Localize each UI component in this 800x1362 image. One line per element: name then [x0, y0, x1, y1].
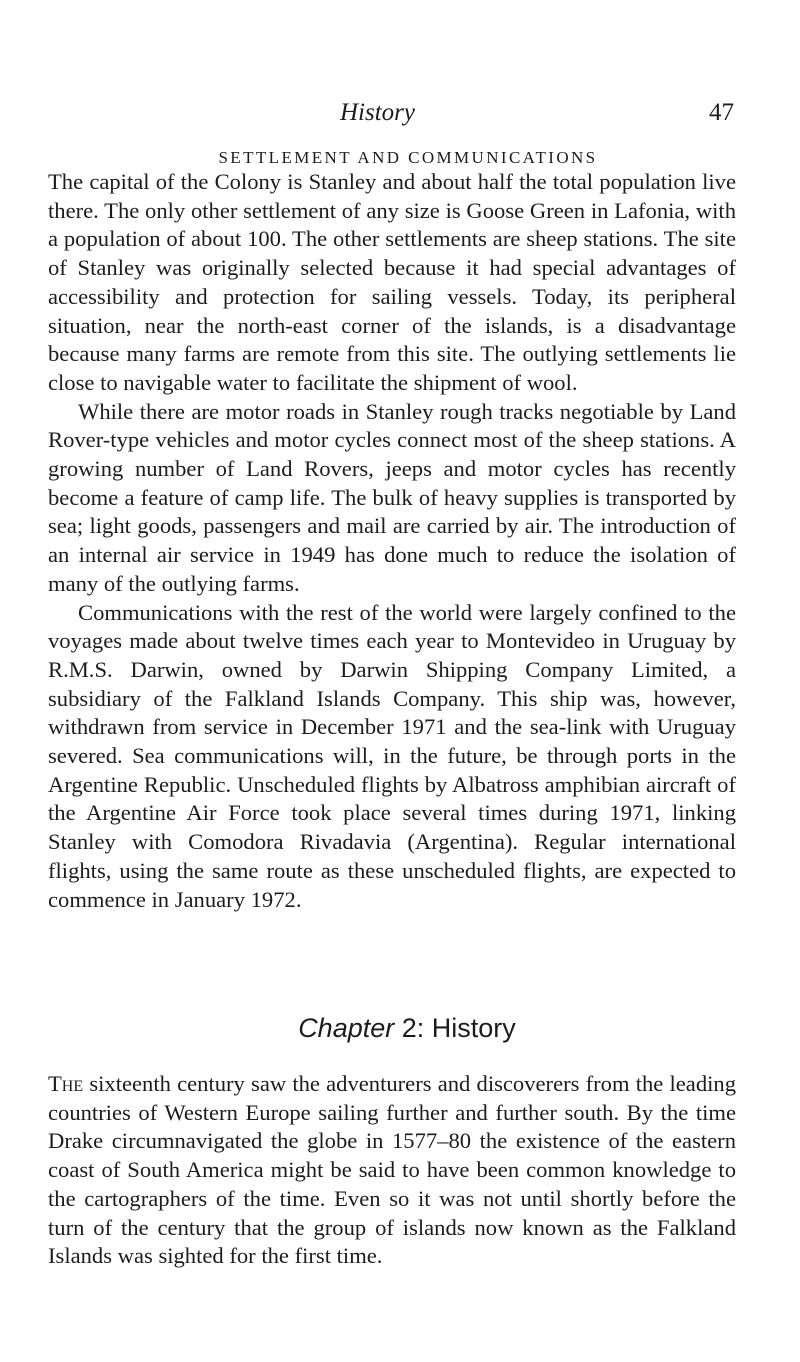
chapter-body: [48, 1070, 736, 1271]
paragraph: The capital of the Colony is Stanley and about half the total population live there. The only other settlement of any size is Goose Green in Lafonia, with a population of about 100. The other settlements are sheep stations. The site of Stanley was originally selected because it had special advantages of accessibility and protection for sailing vessels. Today, its peripheral situation, near the north-east corner of the islands, is a disadvantage because many farms are remote from this site. The outlying settlements lie close to navigable water to facilitate the shipment of wool.: [48, 169, 736, 395]
chapter-heading: [0, 1010, 800, 1046]
running-title: History: [340, 99, 415, 126]
section-heading: SETTLEMENT AND COMMUNICATIONS: [218, 148, 598, 167]
chapter-title: 2: History: [401, 1013, 516, 1043]
chapter-label: Chapter: [298, 1013, 395, 1043]
chapter-opening-paragraph: [48, 1070, 736, 1271]
page-number: 47: [709, 99, 734, 126]
section-body: [48, 168, 736, 914]
lead-word: The: [48, 1071, 84, 1096]
chapter-opening-text: sixteenth century saw the adventurers and discoverers from the leading countries of Western Europe sailing further and further south. By the time Drake circumnavigated the globe in 1577–80 the existence of the eastern coast of South America might be said to have been common knowledge to the cartographers of the time. Even so it was not until shortly before the turn of the century that the group of islands now known as the Falkland Islands was sighted for the first time.: [48, 1071, 736, 1269]
paragraph: While there are motor roads in Stanley rough tracks negotiable by Land Rover-type vehicles and motor cycles connect most of the sheep stations. A growing number of Land Rovers, jeeps and motor cycles has recently become a feature of camp life. The bulk of heavy supplies is transported by sea; light goods, passengers and mail are carried by air. The introduction of an internal air service in 1949 has done much to reduce the isolation of many of the outlying farms.: [48, 398, 736, 596]
running-head: [0, 98, 800, 132]
paragraph: Communications with the rest of the world were largely confined to the voyages made about twelve times each year to Montevideo in Uruguay by R.M.S. Darwin, owned by Darwin Shipping Company Limited, a subsidiary of the Falkland Islands Company. This ship was, however, withdrawn from service in December 1971 and the sea-link with Uruguay severed. Sea communications will, in the future, be through ports in the Argentine Republic. Unscheduled flights by Albatross amphibian aircraft of the Argentine Air Force took place several times during 1971, linking Stanley with Comodora Rivadavia (Argentina). Regular international flights, using the same route as these unscheduled flights, are expected to commence in January 1972.: [48, 599, 736, 912]
